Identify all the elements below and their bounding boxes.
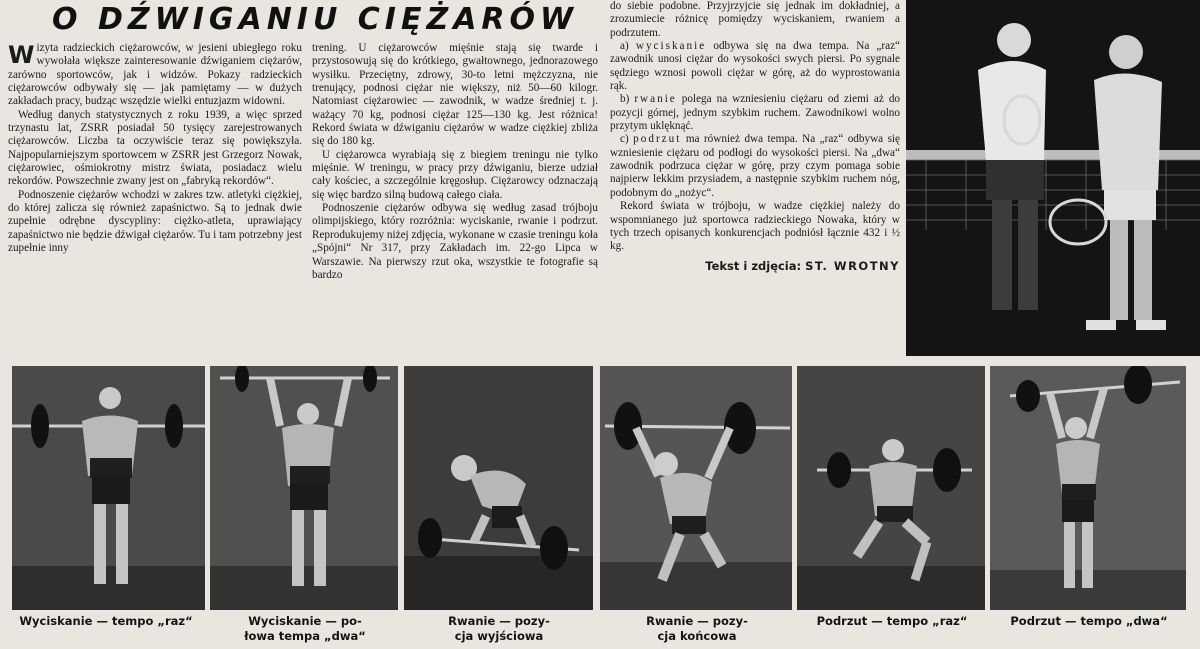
article-column-2 <box>312 42 598 360</box>
weightlifter-photo-6 <box>990 366 1186 610</box>
paragraph: Wizyta radzieckich ciężarowców, w jesieni ubiegłego roku wywołała większe zainteresowanie dźwiganiem ciężarów, zarówno sportowców, jak i widzów. Pokazy radzieckich ciężarowców odbywały się — jak pamiętamy — w dużych zakładach pracy, budząc wszędzie wielki entuzjazm widowni. <box>8 42 302 108</box>
list-item: b) rwanie polega na wzniesieniu ciężaru od ziemi aż do pozycji górnej, jednym szybkim ruchem. Zawodnikowi wolno przytym uklęknąć. <box>610 93 900 133</box>
drop-cap: W <box>8 42 35 69</box>
weightlifter-photo-3 <box>404 366 593 610</box>
article-column-1 <box>8 42 302 360</box>
byline: Tekst i zdjęcia: ST. WROTNY <box>705 258 900 273</box>
photo-caption: Rwanie — pozy- cja końcowa <box>646 614 748 643</box>
weightlifter-photo-1 <box>12 366 205 610</box>
photo-caption: Wyciskanie — tempo „raz“ <box>19 614 193 628</box>
paragraph: Według danych statystycznych z roku 1939, a więc sprzed trzynastu lat, ZSRR posiadał 50 tysięcy zarejestrowanych ciężarowców. Liczba ta oczywiście teraz się powiększyła. Najpopularniejszym sportowcem w ZSRR jest Grzegorz Nowak, ciężarowiec, ośmiokrotny mistrz świata, posiadacz wielu rekordów. Powszechnie zwany jest on „fabryką rekordów“. <box>8 108 302 188</box>
photo-caption: Podrzut — tempo „dwa“ <box>1010 614 1168 628</box>
paragraph: Podnoszenie ciężarów odbywa się według zasad trójboju olimpijskiego, który rozróżnia: wyciskanie, rwanie i podrzut. Reprodukujemy niżej zdjęcia, wykonane w czasie treningu koła „Spójni“ Nr 317, przy Zakładach im. 22-go Lipca w Warszawie. Na pierwszy rzut oka, wszystkie te fotografie są bardzo <box>312 202 598 281</box>
photo-caption: Wyciskanie — po- łowa tempa „dwa“ <box>244 614 366 643</box>
photo-caption: Podrzut — tempo „raz“ <box>816 614 968 628</box>
article-column-3 <box>610 0 900 360</box>
paragraph: Rekord świata w trójboju, w wadze ciężkiej należy do wspomnianego już sportowca radzieckiego Nowaka, który w tych trzech opisanych konkurencjach podniósł łącznie 432 i ½ kg. <box>610 200 900 253</box>
paragraph: U ciężarowca wyrabiają się z biegiem treningu nie tylko mięśnie. W treningu, w pracy przy dźwiganiu, bierze udział cały kościec, a szczególnie kręgosłup. Ciężarowcy odznaczają się więc bardzo silną budową całego ciała. <box>312 148 598 201</box>
weightlifter-photo-5 <box>797 366 985 610</box>
article-headline: O DŹWIGANIU CIĘŻARÓW <box>52 2 579 37</box>
paragraph: trening. U ciężarowców mięśnie stają się twarde i przystosowują się do krótkiego, gwałtownego, jednorazowego wysiłku. Przeciętny, zdrowy, 30-to letni mężczyzna, nie trenujący, podnosi ciężar nie większy, niż 50—60 kilogr. Natomiast ciężarowiec — zawodnik, w wadze średniej t. j. ważący 70 kg, podnosi ciężar 125—130 kg. Jest różnica! Rekord świata w dźwiganiu ciężarów w wadze ciężkiej zbliża się do 180 kg. <box>312 42 598 148</box>
tennis-photo <box>906 0 1200 356</box>
weightlifter-photo-4 <box>600 366 792 610</box>
paragraph: Podnoszenie ciężarów wchodzi w zakres tzw. atletyki ciężkiej, do której zalicza się również zapaśnictwo. Są to jednak dwie zupełnie odrębne dyscypliny: ciężko-atleta, uprawiający zapaśnictwo nie będzie dźwigał ciężarów. Tu i tam potrzebny jest zupełnie inny <box>8 188 302 255</box>
weightlifter-photo-2 <box>210 366 398 610</box>
paragraph: do siebie podobne. Przyjrzyjcie się jednak im dokładniej, a zrozumiecie różnicę pomiędzy wyciskaniem, rwaniem a podrzutem. <box>610 0 900 39</box>
photo-caption: Rwanie — pozy- cja wyjściowa <box>448 614 550 643</box>
list-item: c) podrzut ma również dwa tempa. Na „raz“ odbywa się wzniesienie ciężaru od podłogi do wysokości piersi. Na „dwa“ zawodnik podrzuca ciężar w górę, przy czym pomaga sobie najpierw lekkim przysiadem, a następnie szybkim ruchem nóg, podobnym do „nożyc“. <box>610 133 900 199</box>
list-item: a) wyciskanie odbywa się na dwa tempa. Na „raz“ zawodnik unosi ciężar do wysokości swych piersi. Po sygnale sędziego wznosi powoli ciężar w górę, aż do wyprostowania rąk. <box>610 40 900 93</box>
